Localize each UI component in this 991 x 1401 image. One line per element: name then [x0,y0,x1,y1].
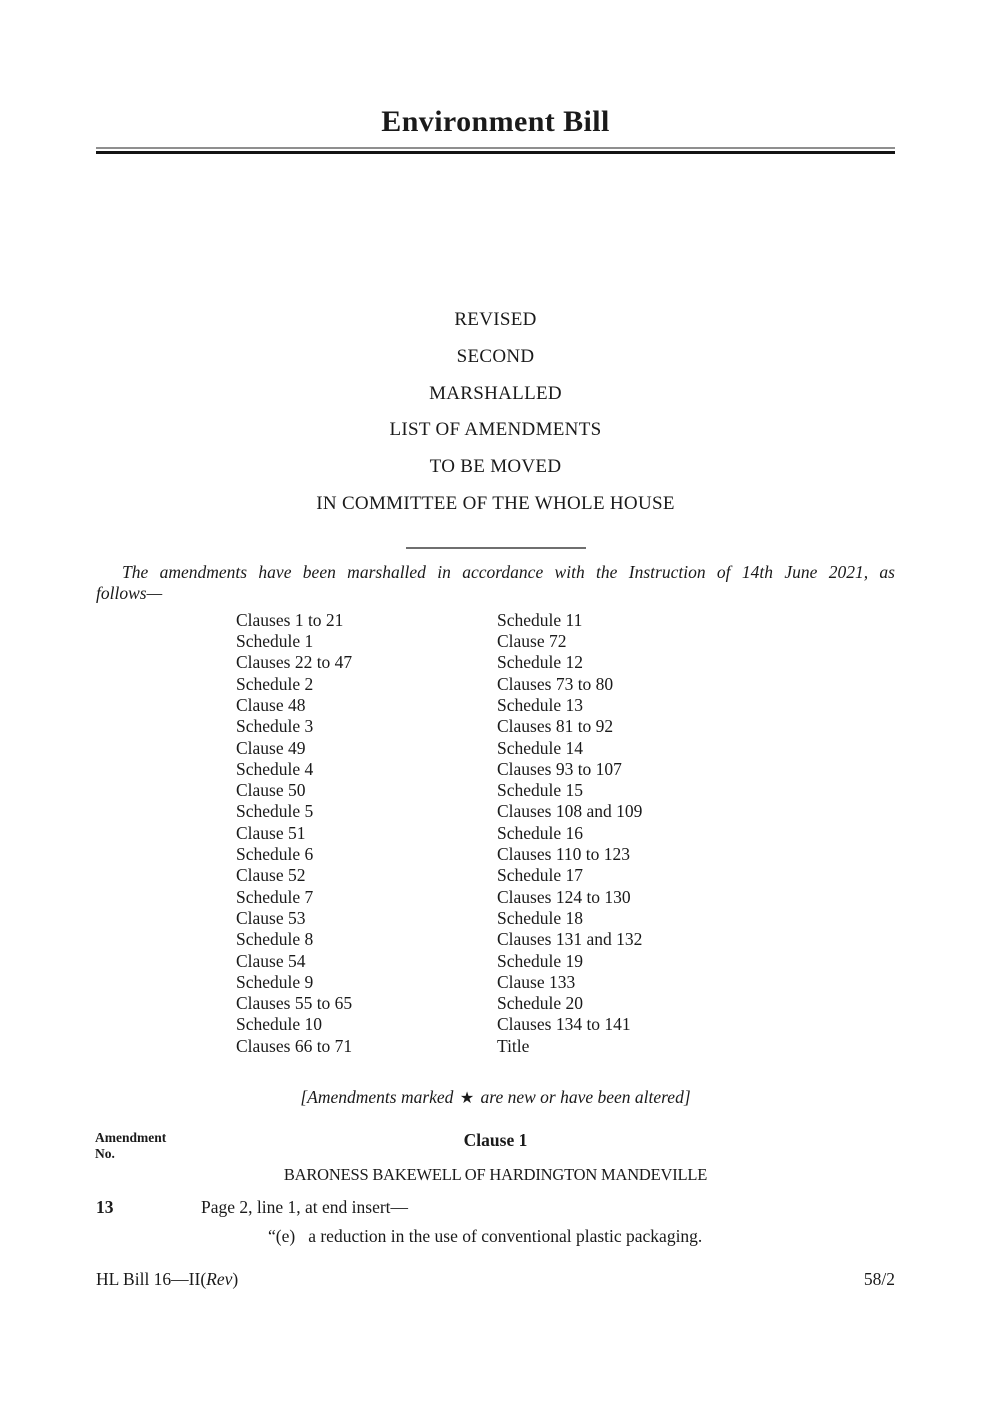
marshalling-order-item: Schedule 2 [236,673,314,694]
marshalling-order-item: Schedule 20 [497,993,584,1014]
amendment-no-label-line2: No. [95,1145,115,1161]
amendment-entry [96,1196,895,1247]
title-double-rule [96,147,895,154]
inserted-paragraph-text: a reduction in the use of conventional plastic packaging. [308,1226,703,1247]
marshalling-order-item: Clause 53 [236,907,306,928]
star-icon: ★ [459,1090,475,1108]
marshalling-order-item: Clauses 134 to 141 [497,1014,631,1035]
cover-heading-line: SECOND [456,345,535,367]
marshalling-order-item: Clause 48 [236,694,306,715]
clause-section-header [96,1129,895,1185]
marshalling-order-item: Schedule 8 [236,929,314,950]
marshalling-order-item: Title [497,1035,530,1056]
marshalling-order-item: Clause 54 [236,950,306,971]
marshalling-order-item: Clauses 22 to 47 [236,652,353,673]
marshalling-order-item: Schedule 18 [497,907,584,928]
session-number: 58/2 [863,1269,895,1290]
marshalling-order-item: Schedule 1 [236,631,314,652]
marshalling-order-item: Schedule 5 [236,801,314,822]
bill-reference-rev: Rev [206,1269,233,1290]
rule-thick [96,151,895,154]
marshalling-order-item: Clauses 131 and 132 [497,929,643,950]
marshalling-order-item: Schedule 15 [497,780,584,801]
marshalling-order-item: Schedule 12 [497,652,584,673]
mover-name: BARONESS BAKEWELL OF HARDINGTON MANDEVILLE [283,1165,708,1185]
marshalling-order-item: Clause 52 [236,865,306,886]
marshalling-order-item: Schedule 16 [497,822,584,843]
marshalling-order-item: Clause 72 [497,631,567,652]
marshalling-order-item: Clause 50 [236,780,306,801]
marshalling-order-item: Clause 133 [497,971,576,992]
amendments-note-prefix: [Amendments marked [300,1087,458,1108]
marshalling-order-item: Schedule 9 [236,971,314,992]
marshalling-order-item: Schedule 4 [236,758,314,779]
marshalling-order-item: Clause 49 [236,737,306,758]
cover-heading-line: REVISED [454,309,537,330]
amendments-note [96,1086,895,1110]
cover-heading-line: MARSHALLED [429,382,562,404]
marshalling-order-item: Schedule 7 [236,886,314,907]
cover-heading-line: IN COMMITTEE OF THE WHOLE HOUSE [316,492,675,514]
marshalling-order-item: Schedule 6 [236,844,314,865]
clause-heading: Clause 1 [463,1130,528,1151]
marshalling-order-item: Schedule 11 [497,609,583,630]
cover-headings [96,302,895,523]
cover-heading-line: TO BE MOVED [429,456,562,478]
marshalling-order-item: Clauses 1 to 21 [236,609,344,630]
cover-heading-line: LIST OF AMENDMENTS [389,419,602,441]
amendment-no-label-line1: Amendment [95,1130,167,1146]
marshalling-right-column [497,610,642,1057]
bill-title: Environment Bill [381,105,610,138]
marshalling-order-item: Schedule 14 [497,737,584,758]
marshalling-order-item: Schedule 13 [497,694,584,715]
bill-reference [96,1268,238,1290]
marshalling-order-item: Clauses 81 to 92 [497,716,614,737]
marshalling-order-item: Schedule 10 [236,1014,323,1035]
marshalling-order-item: Clauses 110 to 123 [497,844,631,865]
amendment-inserted-text [268,1225,895,1247]
marshalling-order-item: Clauses 93 to 107 [497,758,622,779]
page-content [0,104,991,1290]
marshalling-order-item: Clauses 108 and 109 [497,801,643,822]
marshalling-order-item: Schedule 19 [497,950,584,971]
amendment-instruction: Page 2, line 1, at end insert— [201,1197,409,1218]
bill-reference-part1: HL Bill 16—II( [96,1269,207,1290]
marshalling-order-item: Schedule 3 [236,716,314,737]
section-divider-rule [406,547,586,549]
marshalling-order-item: Clause 51 [236,822,306,843]
marshalling-left-column [236,610,497,1057]
bill-reference-part2: ) [232,1269,239,1290]
marshalling-order [236,610,895,1057]
marshalling-order-item: Clauses 55 to 65 [236,993,353,1014]
marshalling-order-item: Clauses 66 to 71 [236,1035,353,1056]
amendment-no-column-label [95,1130,166,1161]
marshalling-order-item: Schedule 17 [497,865,584,886]
marshalling-order-item: Clauses 73 to 80 [497,673,614,694]
amendments-note-suffix: are new or have been altered] [476,1087,691,1108]
marshalling-order-item: Clauses 124 to 130 [497,886,631,907]
amendment-body [201,1196,895,1247]
amendment-number: 13 [96,1197,114,1218]
page-footer [96,1268,895,1290]
marshalling-intro: The amendments have been marshalled in accordance with the Instruction of 14th June 2021, as follows— [96,561,895,604]
inserted-paragraph-label: “(e) [268,1226,296,1247]
